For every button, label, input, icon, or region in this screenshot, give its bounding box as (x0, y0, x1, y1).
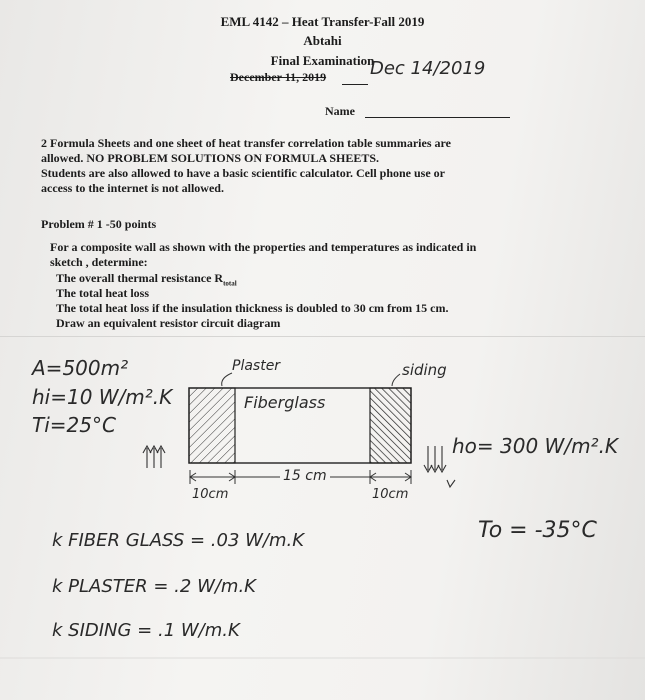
siding-width-label: 10cm (372, 487, 409, 502)
handwritten-date: Dec 14/2019 (370, 58, 486, 79)
inside-temperature-label: Ti=25°C (32, 413, 116, 437)
k-siding-label: k SIDING = .1 W/m.K (52, 620, 240, 641)
fiberglass-label: Fiberglass (244, 393, 326, 412)
siding-layer (370, 388, 411, 463)
area-label: A=500m² (32, 356, 129, 380)
plaster-width-label: 10cm (192, 487, 229, 502)
problem-item-3: The total heat loss if the insulation thickness is doubled to 30 cm from 15 cm. (56, 301, 449, 315)
instructions-line-3: Students are also allowed to have a basic scientific calculator. Cell phone use or (41, 166, 445, 180)
outside-convection-label: ho= 300 W/m².K (452, 434, 619, 458)
inside-convection-label: hi=10 W/m².K (32, 385, 173, 409)
course-title: EML 4142 – Heat Transfer-Fall 2019 (220, 14, 425, 29)
problem-line-2: sketch , determine: (50, 255, 148, 269)
k-plaster-label: k PLASTER = .2 W/m.K (52, 576, 256, 597)
instructions-line-1: 2 Formula Sheets and one sheet of heat transfer correlation table summaries are (41, 136, 451, 150)
problem-item-1: The overall thermal resistance $R_{total}$ (56, 271, 237, 288)
original-date: December 11, 2019 (230, 70, 327, 84)
problem-line-1: For a composite wall as shown with the properties and temperatures as indicated in (50, 240, 477, 254)
siding-label: siding (402, 361, 447, 379)
problem-title: Problem # 1 -50 points (41, 217, 157, 231)
plaster-layer (189, 388, 235, 463)
exam-title: Final Examination (270, 53, 375, 68)
instructions-line-2: allowed. NO PROBLEM SOLUTIONS ON FORMULA SHEETS. (41, 151, 380, 165)
outside-temperature-label: To = -35°C (478, 518, 597, 543)
inside-flow-arrows (143, 446, 165, 468)
name-label: Name (325, 104, 355, 118)
fiberglass-width-label: 15 cm (283, 468, 327, 484)
k-fiberglass-label: k FIBER GLASS = .03 W/m.K (52, 530, 305, 551)
plaster-label: Plaster (232, 358, 281, 374)
outside-flow-arrows (424, 446, 455, 487)
problem-item-2: The total heat loss (56, 286, 149, 300)
instructor-name: Abtahi (303, 33, 342, 48)
problem-item-4: Draw an equivalent resistor circuit diagram (56, 316, 281, 330)
instructions-line-4: access to the internet is not allowed. (41, 181, 224, 195)
